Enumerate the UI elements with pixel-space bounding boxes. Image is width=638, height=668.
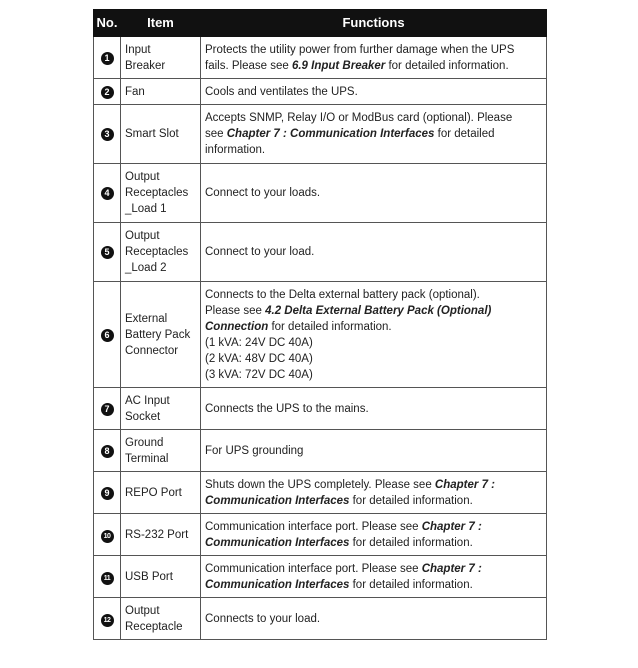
reference-text: Chapter 7 : Communication Interfaces <box>226 128 435 140</box>
function-text: (3 kVA: 72V DC 40A) <box>205 368 313 381</box>
function-text: Connects the UPS to the mains. <box>205 402 369 415</box>
function-text: for detailed information. <box>349 536 473 549</box>
function-text: Connect to your load. <box>205 246 315 258</box>
item-label: Connector <box>125 344 179 357</box>
function-text: information. <box>205 144 266 156</box>
function-text: for detailed information. <box>385 59 509 72</box>
table-row <box>94 598 547 640</box>
function-text: see <box>205 128 227 140</box>
item-cell <box>121 37 201 79</box>
number-badge: 9 <box>101 487 114 500</box>
function-line <box>205 126 542 142</box>
number-badge: 2 <box>101 86 114 99</box>
reference-text: Communication Interfaces <box>205 494 350 507</box>
reference-text: Connection <box>205 320 269 333</box>
item-cell <box>121 164 201 223</box>
table-row <box>94 105 547 164</box>
function-line <box>205 287 542 303</box>
row-number-cell <box>94 598 121 640</box>
function-cell <box>201 282 547 388</box>
row-number-cell <box>94 430 121 472</box>
row-number-cell <box>94 388 121 430</box>
row-number-cell <box>94 514 121 556</box>
item-label: AC Input <box>125 394 170 407</box>
function-line <box>205 319 542 335</box>
reference-text: Communication Interfaces <box>205 578 350 591</box>
item-label: Output <box>125 171 160 183</box>
item-label: _Load 2 <box>125 262 167 274</box>
table-row <box>94 472 547 514</box>
function-line <box>205 84 542 100</box>
function-text: Connects to your load. <box>205 612 321 625</box>
number-badge: 4 <box>101 187 114 200</box>
function-line <box>205 110 542 126</box>
functions-table <box>93 9 547 640</box>
table-row <box>94 164 547 223</box>
function-cell <box>201 37 547 79</box>
number-badge: 1 <box>101 52 114 65</box>
item-cell <box>121 472 201 514</box>
function-cell <box>201 514 547 556</box>
reference-text: Chapter 7 : <box>421 520 482 533</box>
table-row <box>94 282 547 388</box>
table-row <box>94 223 547 282</box>
item-label: Output <box>125 604 160 617</box>
function-cell <box>201 164 547 223</box>
function-line <box>205 42 542 58</box>
item-label: Smart Slot <box>125 128 179 140</box>
function-line <box>205 401 542 417</box>
function-text: Connect to your loads. <box>205 187 321 199</box>
item-label: External <box>125 312 168 325</box>
function-text: Please see <box>205 304 266 317</box>
number-badge: 10 <box>101 530 114 543</box>
function-text: fails. Please see <box>205 59 292 72</box>
number-badge: 3 <box>101 128 114 141</box>
function-line <box>205 561 542 577</box>
item-label: Terminal <box>125 452 169 465</box>
function-text: for detailed information. <box>268 320 392 333</box>
reference-text: 6.9 Input Breaker <box>291 59 386 72</box>
function-line <box>205 577 542 593</box>
header-functions: Functions <box>201 10 547 37</box>
number-badge: 7 <box>101 403 114 416</box>
function-line <box>205 443 542 459</box>
function-cell <box>201 223 547 282</box>
function-text: Accepts SNMP, Relay I/O or ModBus card (optional). Please <box>205 112 513 124</box>
row-number-cell <box>94 79 121 105</box>
number-badge: 12 <box>101 614 114 627</box>
item-cell <box>121 105 201 164</box>
function-text: Communication interface port. Please see <box>205 520 422 533</box>
item-label: USB Port <box>125 570 173 583</box>
row-number-cell <box>94 37 121 79</box>
row-number-cell <box>94 164 121 223</box>
header-no: No. <box>94 10 121 37</box>
function-text: For UPS grounding <box>205 444 304 457</box>
table-row <box>94 37 547 79</box>
row-number-cell <box>94 105 121 164</box>
table-row <box>94 388 547 430</box>
function-cell <box>201 105 547 164</box>
function-text: Cools and ventilates the UPS. <box>205 85 358 98</box>
number-badge: 8 <box>101 445 114 458</box>
item-label: Battery Pack <box>125 328 191 341</box>
reference-text: Communication Interfaces <box>205 536 350 549</box>
item-label: REPO Port <box>125 486 182 499</box>
row-number-cell <box>94 282 121 388</box>
reference-text: Chapter 7 : <box>421 562 482 575</box>
function-text: for detailed <box>434 128 495 140</box>
function-line <box>205 351 542 367</box>
function-line <box>205 303 542 319</box>
function-text: for detailed information. <box>349 578 473 591</box>
number-badge: 6 <box>101 329 114 342</box>
function-line <box>205 611 542 627</box>
item-cell <box>121 388 201 430</box>
function-cell <box>201 556 547 598</box>
item-label: Receptacle <box>125 620 183 633</box>
function-cell <box>201 598 547 640</box>
item-label: RS-232 Port <box>125 528 189 541</box>
item-cell <box>121 514 201 556</box>
row-number-cell <box>94 556 121 598</box>
item-label: Socket <box>125 410 161 423</box>
number-badge: 11 <box>101 572 114 585</box>
function-cell <box>201 472 547 514</box>
function-line <box>205 519 542 535</box>
item-label: Input <box>125 43 151 56</box>
item-label: Receptacles <box>125 246 189 258</box>
item-label: Receptacles <box>125 187 189 199</box>
item-label: Fan <box>125 85 145 98</box>
item-label: Breaker <box>125 59 166 72</box>
item-cell <box>121 282 201 388</box>
number-badge: 5 <box>101 246 114 259</box>
function-line <box>205 335 542 351</box>
item-label: Ground <box>125 436 164 449</box>
row-number-cell <box>94 223 121 282</box>
reference-text: Chapter 7 : <box>434 478 495 491</box>
function-text: Communication interface port. Please see <box>205 562 422 575</box>
item-cell <box>121 430 201 472</box>
function-line <box>205 535 542 551</box>
table-row <box>94 514 547 556</box>
reference-text: 4.2 Delta External Battery Pack (Optional) <box>265 304 492 317</box>
function-line <box>205 185 542 201</box>
function-line <box>205 58 542 74</box>
function-text: Protects the utility power from further damage when the UPS <box>205 43 515 56</box>
function-line <box>205 142 542 158</box>
item-cell <box>121 223 201 282</box>
row-number-cell <box>94 472 121 514</box>
function-text: for detailed information. <box>349 494 473 507</box>
function-line <box>205 367 542 383</box>
function-text: Shuts down the UPS completely. Please see <box>205 478 435 491</box>
table-header-row <box>94 10 547 37</box>
function-cell <box>201 388 547 430</box>
item-label: _Load 1 <box>125 203 167 215</box>
function-text: (1 kVA: 24V DC 40A) <box>205 336 313 349</box>
item-label: Output <box>125 230 160 242</box>
function-cell <box>201 79 547 105</box>
item-cell <box>121 556 201 598</box>
function-line <box>205 477 542 493</box>
table-row <box>94 556 547 598</box>
header-item: Item <box>121 10 201 37</box>
table-row <box>94 79 547 105</box>
function-line <box>205 493 542 509</box>
function-cell <box>201 430 547 472</box>
function-line <box>205 244 542 260</box>
item-cell <box>121 79 201 105</box>
function-text: Connects to the Delta external battery pack (optional). <box>205 288 480 301</box>
table-row <box>94 430 547 472</box>
function-text: (2 kVA: 48V DC 40A) <box>205 352 313 365</box>
item-cell <box>121 598 201 640</box>
